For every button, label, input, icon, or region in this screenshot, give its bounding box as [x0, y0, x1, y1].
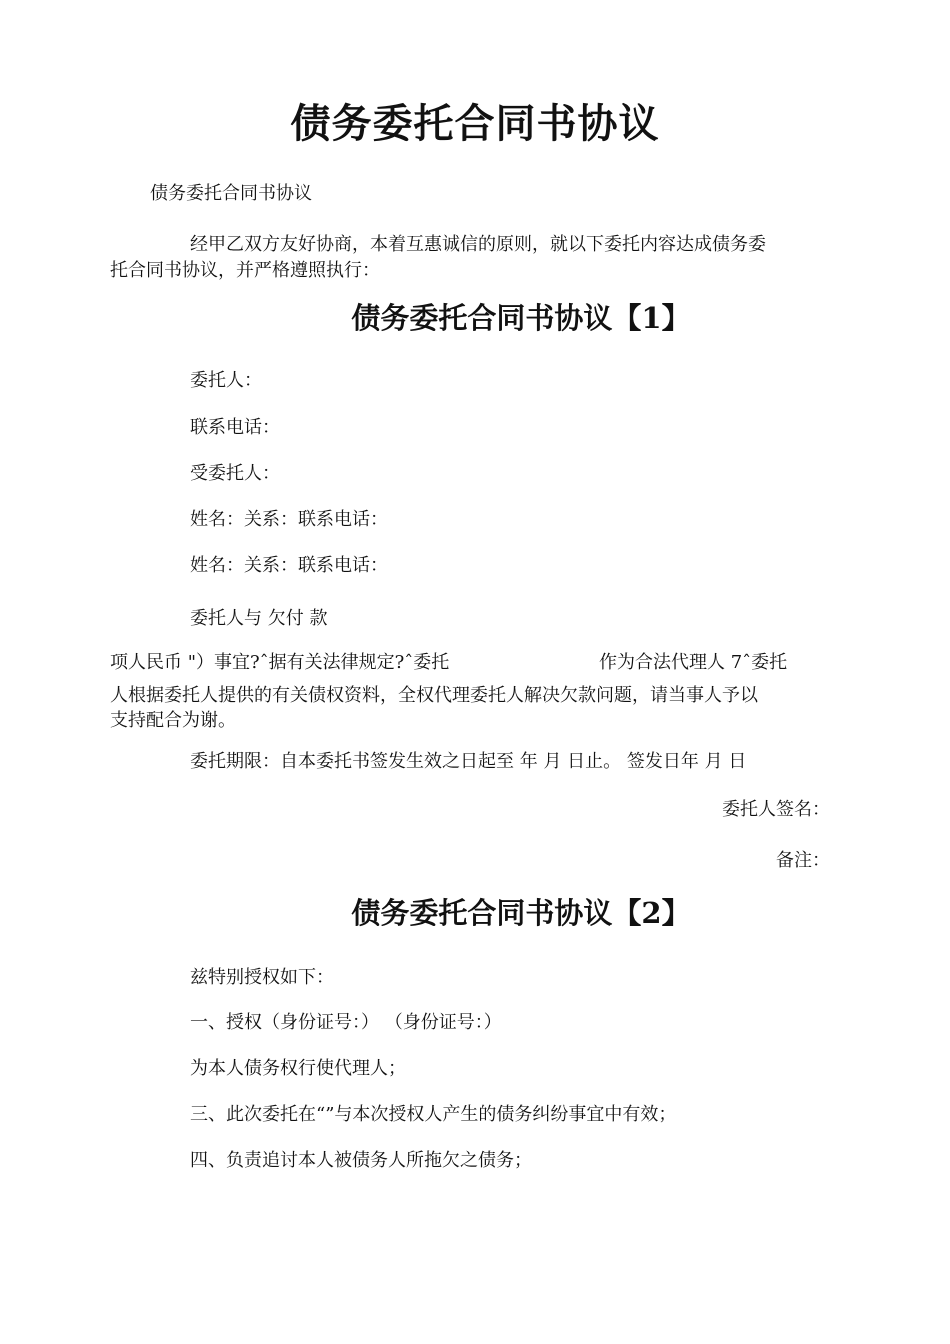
item-line-b: 作为合法代理人 7ˆ委托	[599, 652, 788, 673]
document-title: 债务委托合同书协议	[290, 100, 660, 147]
grant-item3: 三、此次委托在“”与本次授权人产生的债务纠纷事宜中有效；	[190, 1104, 677, 1125]
grant-item4: 四、负责追讨本人被债务人所拖欠之债务；	[190, 1150, 532, 1171]
section2-heading: 债务委托合同书协议【2】	[351, 896, 691, 930]
item-line3: 支持配合为谢。	[110, 710, 236, 731]
signature-label: 委托人签名：	[722, 799, 830, 820]
grant-item-agent: 为本人债务权行使代理人；	[190, 1058, 406, 1079]
document-subtitle: 债务委托合同书协议	[150, 183, 312, 204]
intro-paragraph-line2: 托合同书协议，并严格遵照执行：	[110, 260, 380, 281]
item-line2: 人根据委托人提供的有关债权资料，全权代理委托人解决欠款问题，请当事人予以	[110, 685, 758, 706]
section1-heading: 债务委托合同书协议【1】	[351, 301, 691, 335]
agent-label: 受委托人：	[190, 463, 280, 484]
person2-line: 姓名：关系：联系电话：	[190, 555, 388, 576]
person1-line: 姓名：关系：联系电话：	[190, 509, 388, 530]
phone-label: 联系电话：	[190, 417, 280, 438]
term-line: 委托期限：自本委托书签发生效之日起至 年 月 日止。 签发日年 月 日	[190, 751, 747, 772]
remark-label: 备注：	[776, 850, 830, 871]
principal-label: 委托人：	[190, 370, 262, 391]
owed-line: 委托人与 欠付 款	[190, 608, 328, 629]
intro-paragraph-line1: 经甲乙双方友好协商，本着互惠诚信的原则，就以下委托内容达成债务委	[190, 234, 766, 255]
item-line-a: 项人民币 "）事宜?ˆ据有关法律规定?ˆ委托	[110, 652, 450, 673]
grant-intro: 兹特别授权如下：	[190, 967, 334, 988]
grant-item1: 一、授权（身份证号：） （身份证号：）	[190, 1012, 502, 1033]
